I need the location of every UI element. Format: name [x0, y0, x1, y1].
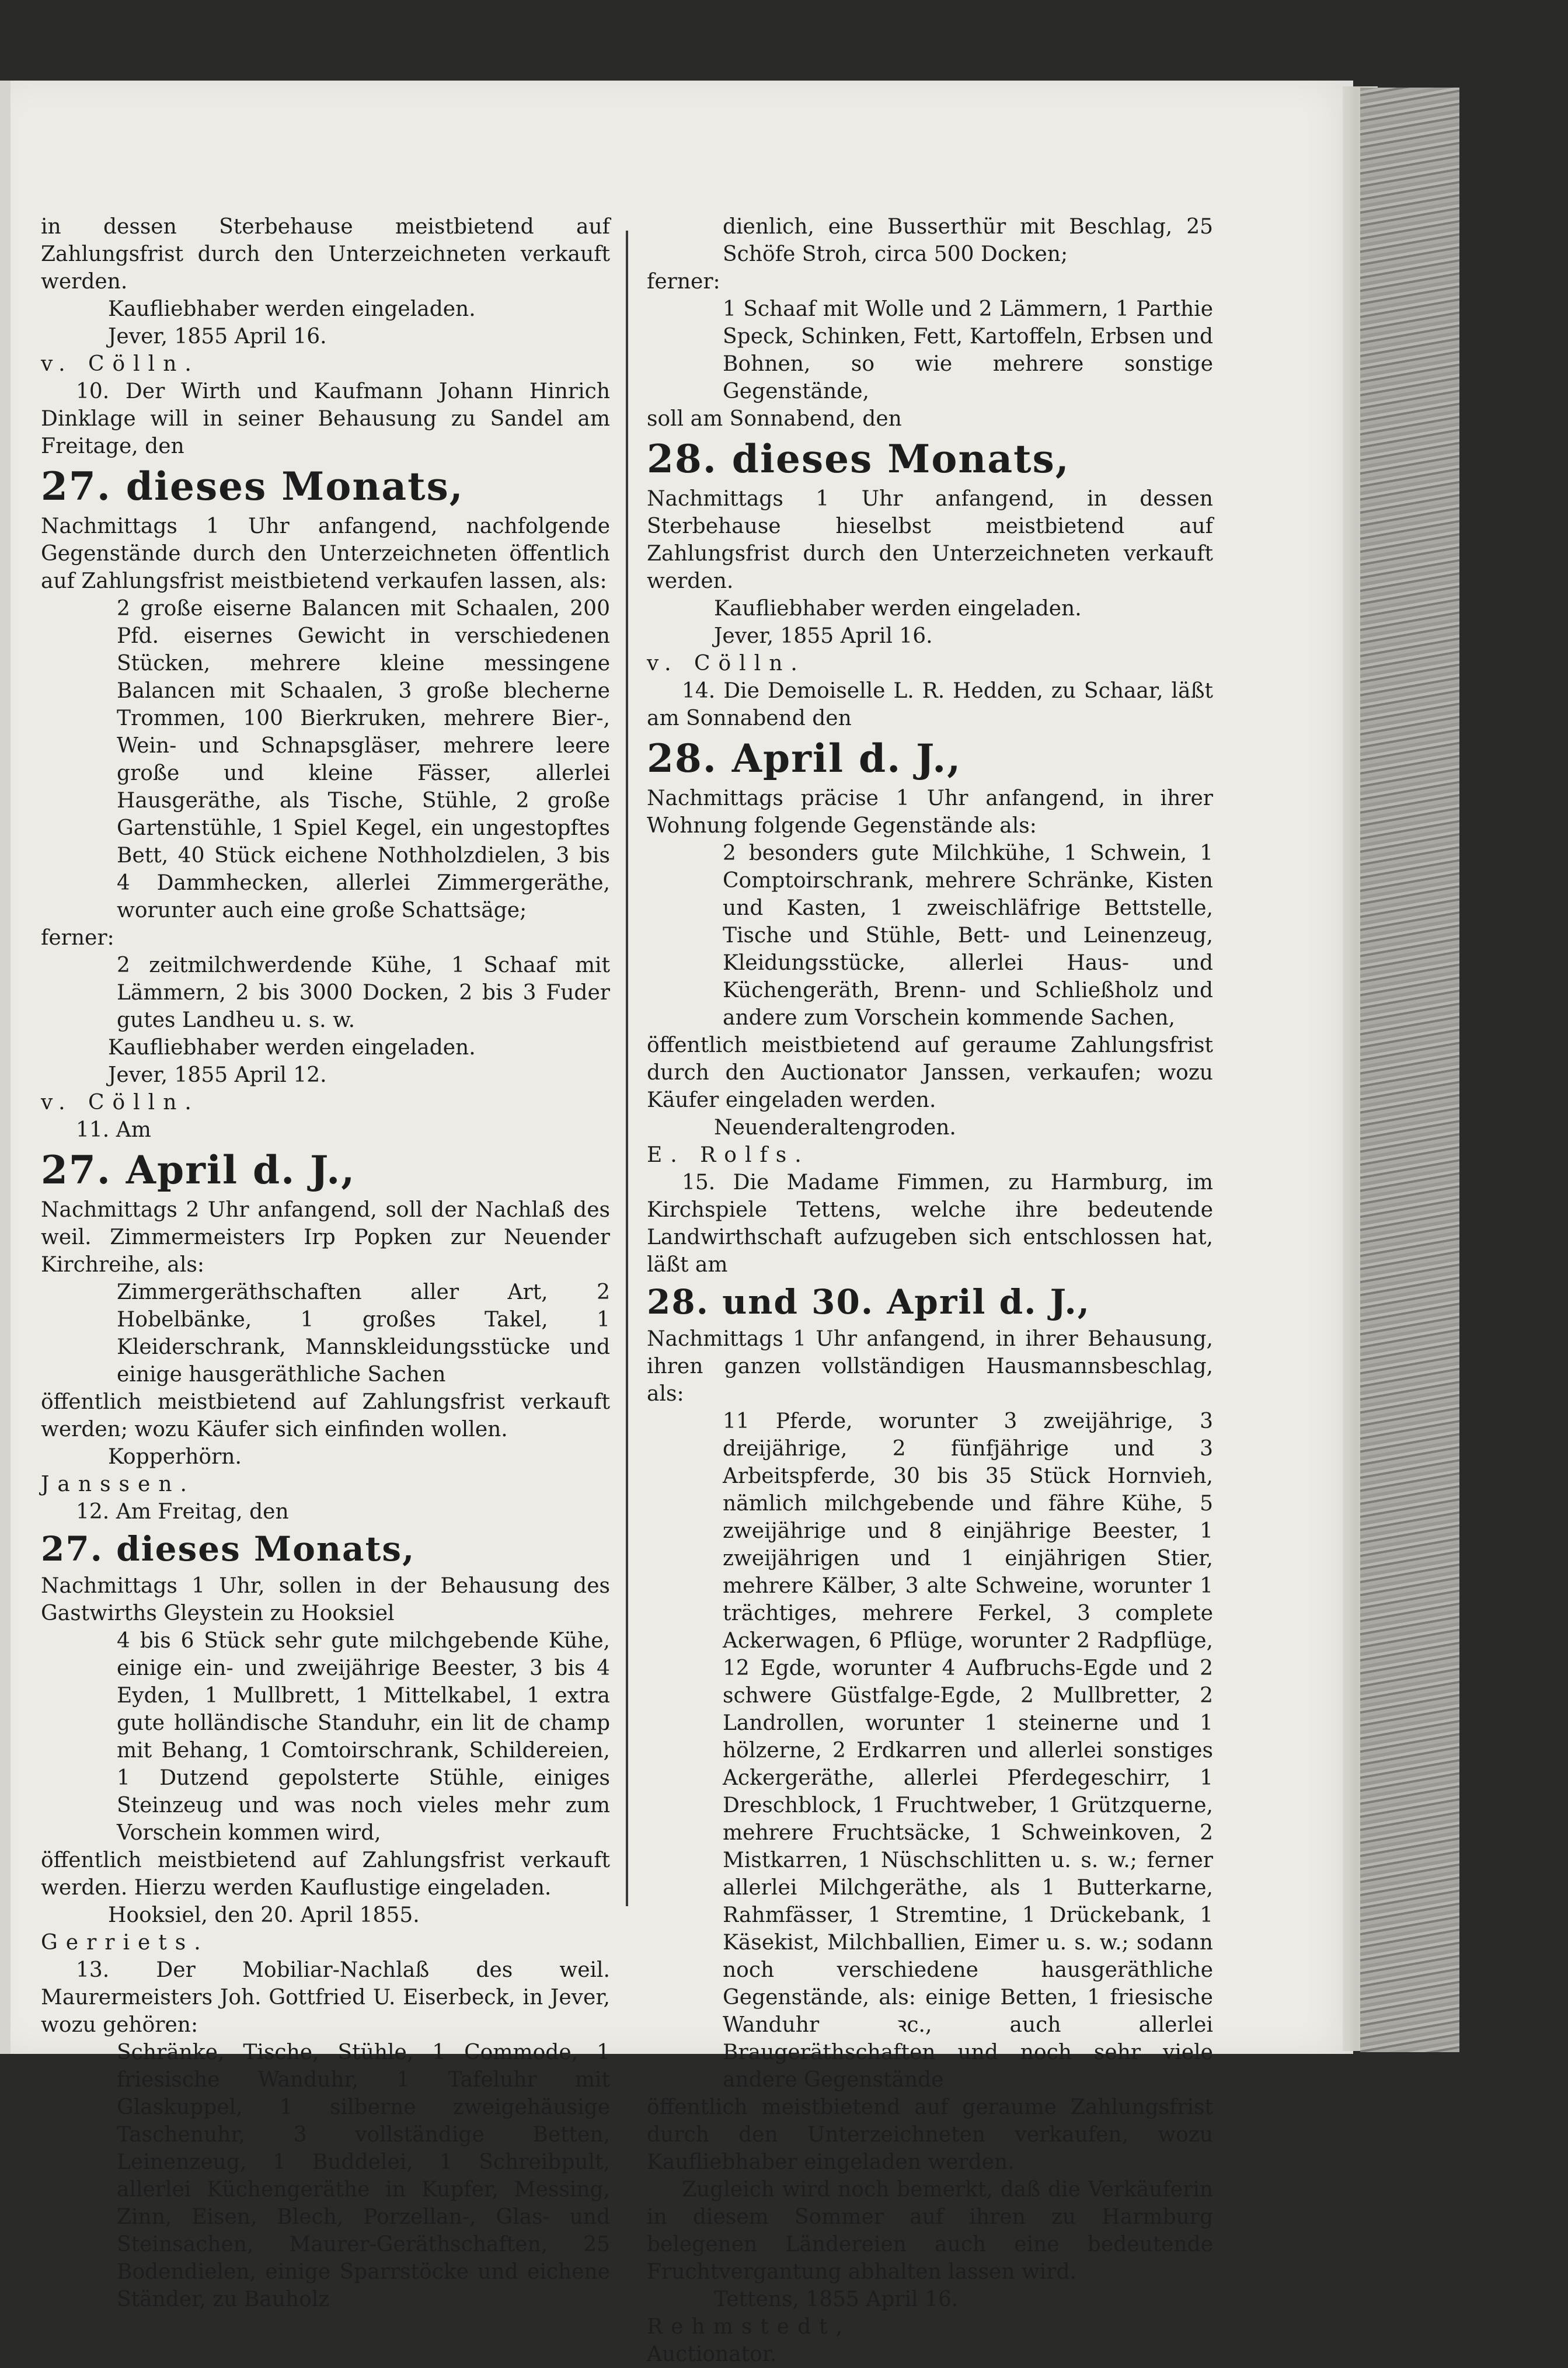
text-line: Nachmittags 1 Uhr, sollen in der Behausung des Gastwirths Gleystein zu Hooksiel: [41, 1574, 610, 1625]
left-column: [41, 213, 610, 2313]
signature: v. Cölln.: [41, 1091, 200, 1115]
place-line: Hooksiel, den 20. April 1855.: [108, 1903, 420, 1927]
text-line: soll am Sonnabend, den: [647, 407, 902, 431]
place-line: Neuenderaltengroden.: [714, 1116, 956, 1140]
item-list: 2 große eiserne Balancen mit Schaalen, 200 Pfd. eisernes Gewicht in verschiedenen Stücken, mehrere kleine messingene Balancen mit Schaalen, 3 große blecherne Trommen, 100 Bierkruken, mehrere Bier-, Wein- und Schnapsgläser, mehrere leere große und kleine Fässer, allerlei Hausgeräthe, als Tische, Stühle, 2 große Gartenstühle, 1 Spiel Kegel, ein ungestopftes Bett, 40 Stück eichene Nothholzdielen, 3 bis 4 Dammhecken, allerlei Zimmergeräthe, worunter auch eine große Schattsäge;: [117, 597, 610, 922]
book-spine: [1360, 88, 1459, 2052]
auction-date: 28. und 30. April d. J.,: [647, 1282, 1090, 1322]
text-line: Jever, 1855 April 12.: [108, 1063, 327, 1087]
notice-13: 13. Der Mobiliar-Nachlaß des weil. Maurermeisters Joh. Gottfried U. Eiserbeck, in Jever, wozu gehören:: [41, 1958, 610, 2037]
text-line: öffentlich meistbietend auf Zahlungsfrist verkauft werden. Hierzu werden Kauflustige eingeladen.: [41, 1848, 610, 1900]
text-line: Jever, 1855 April 16.: [108, 325, 327, 349]
item-list: Zimmergeräthschaften aller Art, 2 Hobelbänke, 1 großes Takel, 1 Kleiderschrank, Mannskleidungsstücke und einige hausgeräthliche Sachen: [117, 1280, 610, 1387]
right-column: [647, 213, 1213, 2368]
auction-date: 28. dieses Monats,: [647, 436, 1070, 482]
signature: v. Cölln.: [41, 352, 200, 376]
text-line: öffentlich meistbietend auf Zahlungsfrist verkauft werden; wozu Käufer sich einfinden wollen.: [41, 1390, 610, 1441]
item-list: 4 bis 6 Stück sehr gute milchgebende Kühe, einige ein- und zweijährige Beester, 3 bis 4 Eyden, 1 Mullbrett, 1 Mittelkabel, 1 extra gute holländische Standuhr, ein lit de champ mit Behang, 1 Comtoirschrank, Schildereien, 1 Dutzend gepolsterte Stühle, einiges Steinzeug und was noch vieles mehr zum Vorschein kommen wird,: [117, 1629, 610, 1845]
notice-14: 14. Die Demoiselle L. R. Hedden, zu Schaar, läßt am Sonnabend den: [647, 679, 1213, 730]
auction-date: 27. dieses Monats,: [41, 464, 464, 509]
signature-title: Auctionator.: [647, 2342, 777, 2366]
item-list: 11 Pferde, worunter 3 zweijährige, 3 dreijährige, 2 fünfjährige und 3 Arbeitspferde, 30 bis 35 Stück Hornvieh, nämlich milchgebende und fähre Kühe, 5 zweijährige und 8 einjährige Beester, 1 zweijährigen und 1 einjährigen Stier, mehrere Kälber, 3 alte Schweine, worunter 1 trächtiges, mehrere Ferkel, 3 complete Ackerwagen, 6 Pflüge, worunter 2 Radpflüge, 12 Egde, worunter 4 Aufbruchs-Egde und 2 schwere Güstfalge-Egde, 2 Mullbretter, 2 Landrollen, worunter 1 steinerne und 1 hölzerne, 2 Erdkarren und allerlei sonstiges Ackergeräthe, allerlei Pferdegeschirr, 1 Dreschblock, 1 Fruchtweber, 1 Grützquerne, mehrere Fruchtsäcke, 1 Schweinkoven, 2 Mistkarren, 1 Nüschschlitten u. s. w.; ferner allerlei Milchgeräthe, als 1 Butterkarne, Rahmfässer, 1 Stremtine, 1 Drückebank, 1 Käsekist, Milchballien, Eimer u. s. w.; sodann noch verschiedene hausgeräthliche Gegenstände, als: einige Betten, 1 friesische Wanduhr ꝛc., auch allerlei Braugeräthschaften und noch sehr viele andere Gegenstände: [723, 1409, 1213, 2092]
text-line: Kaufliebhaber werden eingeladen.: [108, 1036, 476, 1060]
signature: Janssen.: [41, 1472, 195, 1496]
item-list: Schränke, Tische, Stühle, 1 Commode, 1 friesische Wanduhr, 1 Tafeluhr mit Glaskuppel, 1 silberne zweigehäusige Taschenuhr, 3 vollständige Betten, Leinenzeug, 1 Buddelei, 1 Schreibpult, allerlei Küchengeräthe in Kupfer, Messing, Zinn, Eisen, Blech, Porzellan-, Glas- und Steinsachen, Maurer-Geräthschaften, 25 Bodendielen, einige Sparrstöcke und eichene Ständer, zu Bauholz: [117, 2040, 610, 2311]
auction-date: 28. April d. J.,: [647, 736, 962, 781]
left-page-edge: [0, 81, 11, 2054]
item-list: 2 zeitmilchwerdende Kühe, 1 Schaaf mit Lämmern, 2 bis 3000 Docken, 2 bis 3 Fuder gutes Landheu u. s. w.: [117, 953, 610, 1032]
text-line: ferner:: [41, 926, 114, 950]
notice-10: 10. Der Wirth und Kaufmann Johann Hinrich Dinklage will in seiner Behausung zu Sandel am Freitage, den: [41, 379, 610, 458]
item-list: 1 Schaaf mit Wolle und 2 Lämmern, 1 Parthie Speck, Schinken, Fett, Kartoffeln, Erbsen und Bohnen, so wie mehrere sonstige Gegenstände,: [723, 297, 1213, 403]
notice-15: 15. Die Madame Fimmen, zu Harmburg, im Kirchspiele Tettens, welche ihre bedeutende Landwirthschaft aufzugeben sich entschlossen hat, läßt am: [647, 1171, 1213, 1277]
notice-12: 12. Am Freitag, den: [76, 1500, 289, 1524]
text-line: Kaufliebhaber werden eingeladen.: [108, 297, 476, 321]
text-line: öffentlich meistbietend auf geraume Zahlungsfrist durch den Unterzeichneten verkaufen, wozu Kaufliebhaber eingeladen werden.: [647, 2095, 1213, 2174]
text-line: Nachmittags 1 Uhr anfangend, in ihrer Behausung, ihren ganzen vollständigen Hausmannsbeschlag, als:: [647, 1327, 1213, 1406]
text-line: öffentlich meistbietend auf geraume Zahlungsfrist durch den Auctionator Janssen, verkaufen; wozu Käufer eingeladen werden.: [647, 1033, 1213, 1112]
text-line: Nachmittags 2 Uhr anfangend, soll der Nachlaß des weil. Zimmermeisters Irp Popken zur Neuender Kirchreihe, als:: [41, 1198, 610, 1277]
item-list: dienlich, eine Busserthür mit Beschlag, 25 Schöfe Stroh, circa 500 Docken;: [723, 215, 1213, 266]
text-line: Jever, 1855 April 16.: [714, 624, 933, 648]
notice-11: 11. Am: [76, 1118, 151, 1142]
signature: v. Cölln.: [647, 652, 806, 675]
text-line: ferner:: [647, 270, 720, 294]
place-line: Kopperhörn.: [108, 1445, 242, 1469]
signature: Rehmstedt,: [647, 2315, 851, 2339]
text-line: in dessen Sterbehause meistbietend auf Zahlungsfrist durch den Unterzeichneten verkauft werden.: [41, 215, 610, 294]
signature: E. Rolfs.: [647, 1143, 810, 1167]
auction-date: 27. April d. J.,: [41, 1147, 356, 1193]
text-line: Nachmittags 1 Uhr anfangend, in dessen Sterbehause hieselbst meistbietend auf Zahlungsfrist durch den Unterzeichneten verkauft werden.: [647, 487, 1213, 593]
text-line: Kaufliebhaber werden eingeladen.: [714, 597, 1082, 621]
place-line: Tettens, 1855 April 16.: [714, 2287, 959, 2311]
text-line: Nachmittags 1 Uhr anfangend, nachfolgende Gegenstände durch den Unterzeichneten öffentlich auf Zahlungsfrist meistbietend verkaufen lassen, als:: [41, 514, 610, 593]
signature: Gerriets.: [41, 1931, 209, 1955]
text-line: Nachmittags präcise 1 Uhr anfangend, in ihrer Wohnung folgende Gegenstände als:: [647, 786, 1213, 838]
item-list: 2 besonders gute Milchkühe, 1 Schwein, 1 Comptoirschrank, mehrere Schränke, Kisten und Kasten, 1 zweischläfrige Bettstelle, Tische und Stühle, Bett- und Leinenzeug, Kleidungsstücke, allerlei Haus- und Küchengeräth, Brenn- und Schließholz und andere zum Vorschein kommende Sachen,: [723, 841, 1213, 1030]
auction-date: 27. dieses Monats,: [41, 1529, 416, 1569]
column-divider: [626, 231, 628, 1906]
text-line: Zugleich wird noch bemerkt, daß die Verkäuferin in diesem Sommer auf ihren zu Harmburg belegenen Ländereien auch eine bedeutende Fruchtvergantung abhalten lassen wird.: [647, 2178, 1213, 2284]
